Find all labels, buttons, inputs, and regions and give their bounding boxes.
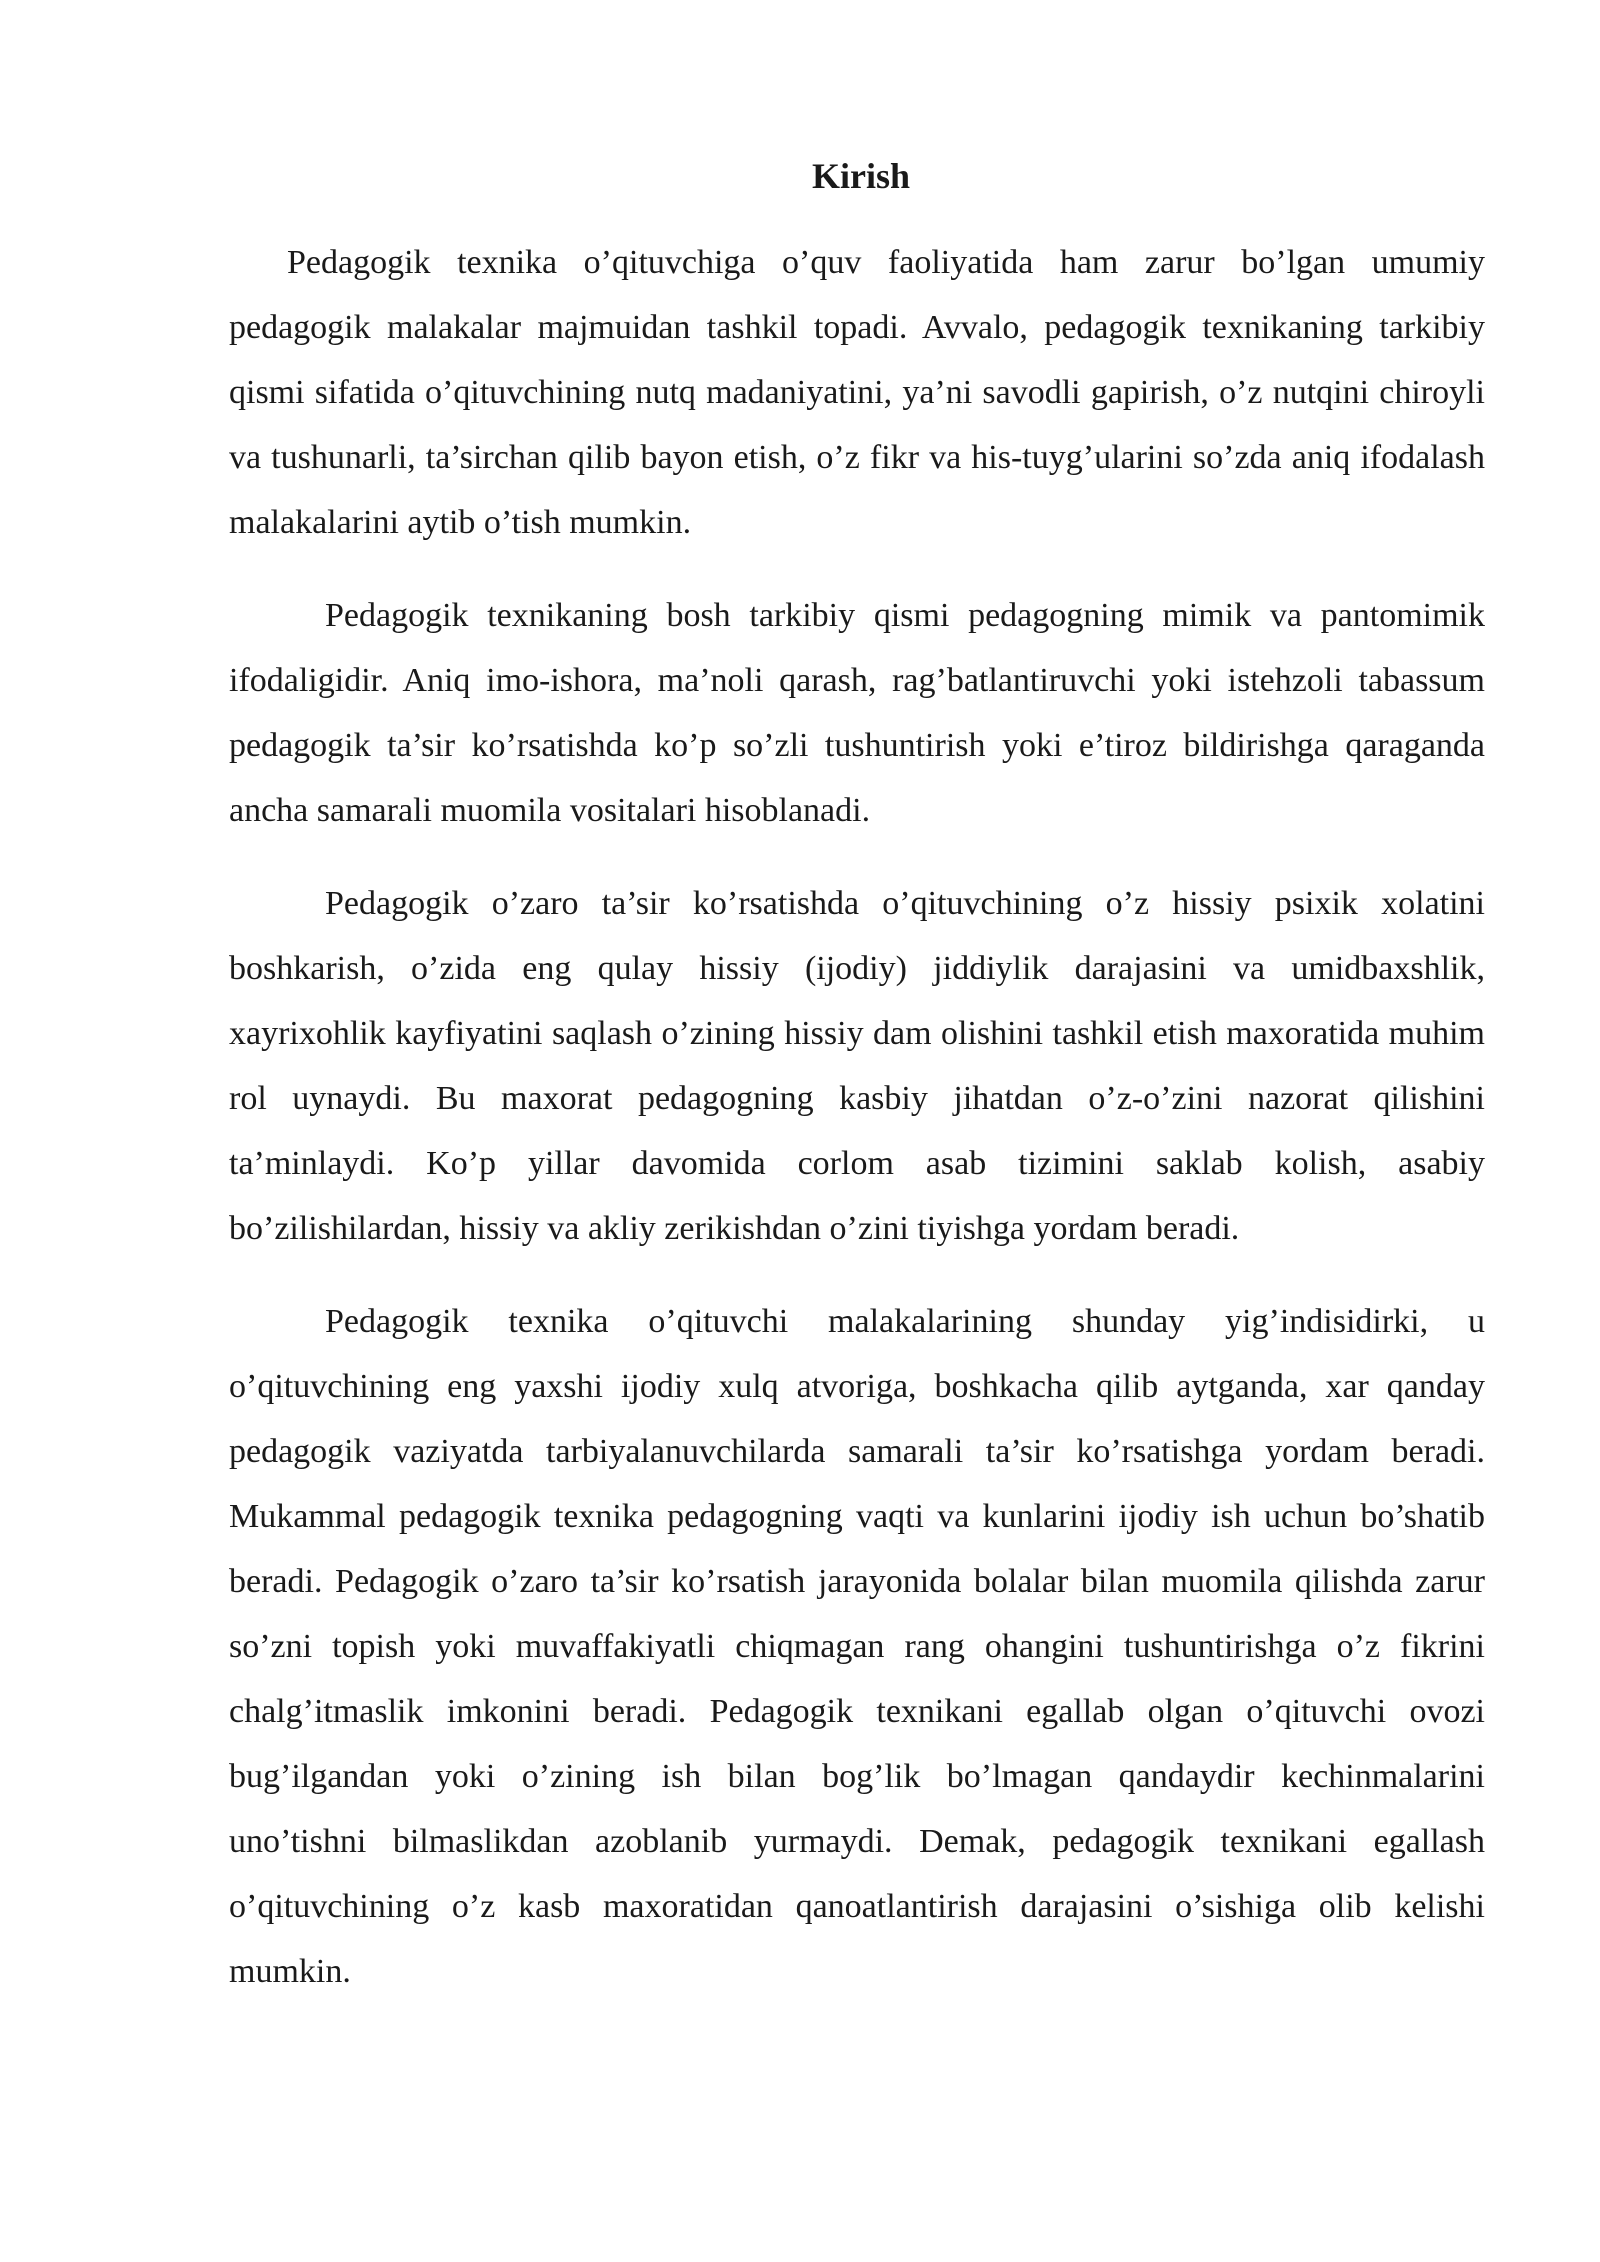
paragraph-4: Pedagogik texnika o’qituvchi malakalarining shunday yig’indisidirki, u o’qituvchining eng yaxshi ijodiy xulq atvoriga, boshkacha qilib aytganda, xar qanday pedagogik vaziyatda tarbiyalanuvchilarda samarali ta’sir ko’rsatishga yordam beradi. Mukammal pedagogik texnika pedagogning vaqti va kunlarini ijodiy ish uchun bo’shatib beradi. Pedagogik o’zaro ta’sir ko’rsatish jarayonida bolalar bilan muomila qilishda zarur so’zni topish yoki muvaffakiyatli chiqmagan rang ohangini tushuntirishga o’z fikrini chalg’itmaslik imkonini beradi. Pedagogik texnikani egallab olgan o’qituvchi ovozi bug’ilgandan yoki o’zining ish bilan bog’lik bo’lmagan qandaydir kechinmalarini uno’tishni bilmaslikdan azoblanib yurmaydi. Demak, pedagogik texnikani egallash o’qituvchining o’z kasb maxoratidan qanoatlantirish darajasini o’sishiga olib kelishi mumkin. [229, 1303, 1485, 1990]
paragraph-3: Pedagogik o’zaro ta’sir ko’rsatishda o’qituvchining o’z hissiy psixik xolatini boshkarish, o’zida eng qulay hissiy (ijodiy) jiddiylik darajasini va umidbaxshlik, xayrixohlik kayfiyatini saqlash o’zining hissiy dam olishini tashkil etish maxoratida muhim rol uynaydi. Bu maxorat pedagogning kasbiy jihatdan o’z-o’zini nazorat qilishini ta’minlaydi. Ko’p yillar davomida corlom asab tizimini saklab kolish, asabiy bo’zilishilardan, hissiy va akliy zerikishdan o’zini tiyishga yordam beradi. [229, 885, 1485, 1247]
paragraph-1: Pedagogik texnika o’qituvchiga o’quv faoliyatida ham zarur bo’lgan umumiy pedagogik malakalar majmuidan tashkil topadi. Avvalo, pedagogik texnikaning tarkibiy qismi sifatida o’qituvchining nutq madaniyatini, ya’ni savodli gapirish, o’z nutqini chiroyli va tushunarli, ta’sirchan qilib bayon etish, o’z fikr va his-tuyg’ularini so’zda aniq ifodalash malakalarini aytib o’tish mumkin. [229, 244, 1485, 541]
paragraph-2: Pedagogik texnikaning bosh tarkibiy qismi pedagogning mimik va pantomimik ifodaligidir. Aniq imo-ishora, ma’noli qarash, rag’batlantiruvchi yoki istehzoli tabassum pedagogik ta’sir ko’rsatishda ko’p so’zli tushuntirish yoki e’tiroz bildirishga qaraganda ancha samarali muomila vositalari hisoblanadi. [229, 597, 1485, 829]
document-body [229, 150, 1485, 2032]
page-title: Kirish [811, 156, 910, 196]
